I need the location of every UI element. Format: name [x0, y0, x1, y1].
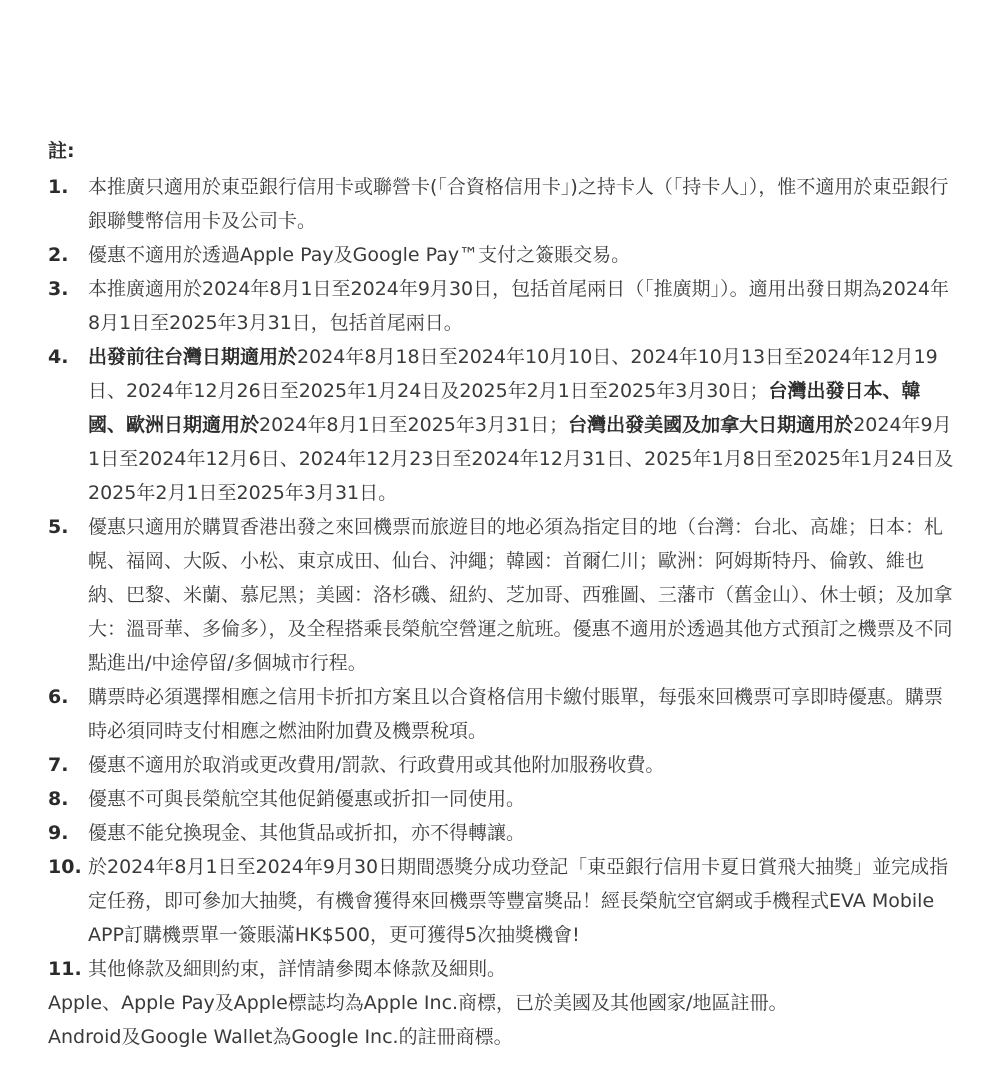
trademark-line: Apple、Apple Pay及Apple標誌均為Apple Inc.商標，已於美國及其他國家/地區註冊。 [48, 992, 788, 1014]
terms-notes [48, 136, 958, 1054]
note-item [48, 782, 958, 816]
note-text: 優惠不能兌換現金、其他貨品或折扣，亦不得轉讓。 [88, 822, 526, 844]
note-item [48, 510, 958, 680]
note-item [48, 952, 958, 986]
note-text: 本推廣適用於2024年8月1日至2024年9月30日，包括首尾兩日（「推廣期」）。適用出發日期為2024年8月1日至2025年3月31日，包括首尾兩日。 [88, 278, 950, 334]
note-item [48, 272, 958, 340]
trademark-notes [48, 986, 958, 1054]
note-text: 優惠不可與長榮航空其他促銷優惠或折扣一同使用。 [88, 788, 526, 810]
note-text: 其他條款及細則約束，詳情請參閱本條款及細則。 [88, 958, 507, 980]
note-item [48, 748, 958, 782]
note-item [48, 850, 958, 952]
trademark-line: Android及Google Wallet為Google Inc.的註冊商標。 [48, 1026, 513, 1048]
notes-heading: 註: [48, 140, 75, 162]
note-text: 購票時必須選擇相應之信用卡折扣方案且以合資格信用卡繳付賬單，每張來回機票可享即時優惠。購票時必須同時支付相應之燃油附加費及機票稅項。 [88, 686, 944, 742]
note-text: 優惠只適用於購買香港出發之來回機票而旅遊目的地必須為指定目的地（台灣：台北、高雄；日本：札幌、福岡、大阪、小松、東京成田、仙台、沖繩；韓國：首爾仁川；歐洲：阿姆斯特丹、倫敦、維也納、巴黎、米蘭、慕尼黑；美國：洛杉磯、紐約、芝加哥、西雅圖、三藩市（舊金山）、休士頓；及加拿大：溫哥華、多倫多），及全程搭乘長榮航空營運之航班。優惠不適用於透過其他方式預訂之機票及不同點進出/中途停留/多個城市行程。 [88, 516, 953, 674]
note-text: 本推廣只適用於東亞銀行信用卡或聯營卡(「合資格信用卡」)之持卡人（「持卡人」），惟不適用於東亞銀行銀聯雙幣信用卡及公司卡。 [88, 176, 949, 232]
note-number: 8. [48, 788, 69, 810]
note-text: 優惠不適用於透過Apple Pay及Google Pay™支付之簽賬交易。 [88, 244, 631, 266]
note-number: 7. [48, 754, 69, 776]
note-number: 2. [48, 244, 69, 266]
note-text: 2024年9月1日至2024年12月6日、2024年12月23日至2024年12月31日、2025年1月8日至2025年1月24日及2025年2月1日至2025年3月31日。 [88, 414, 954, 504]
note-number: 4. [48, 346, 69, 368]
note-number: 6. [48, 686, 69, 708]
note-number: 5. [48, 516, 69, 538]
note-number: 10. [48, 856, 82, 878]
note-item [48, 170, 958, 238]
note-text: 2024年8月18日至2024年10月10日、2024年10月13日至2024年12月19日、2024年12月26日至2025年1月24日及2025年2月1日至2025年3月30日； [88, 346, 938, 402]
note-text: 2024年8月1日至2025年3月31日； [259, 414, 569, 436]
note-number: 11. [48, 958, 82, 980]
note-item [48, 238, 958, 272]
note-number: 9. [48, 822, 69, 844]
note-text-bold: 出發前往台灣日期適用於 [88, 346, 298, 368]
note-number: 3. [48, 278, 69, 300]
note-text-bold: 台灣出發美國及加拿大日期適用於 [568, 414, 854, 436]
note-item [48, 680, 958, 748]
note-text: 於2024年8月1日至2024年9月30日期間憑獎分成功登記「東亞銀行信用卡夏日賞飛大抽獎」並完成指定任務，即可參加大抽獎，有機會獲得來回機票等豐富獎品！經長榮航空官網或手機程式EVA Mobile APP訂購機票單一簽賬滿HK$500，更可獲得5次抽獎機會! [88, 856, 949, 946]
note-text: 優惠不適用於取消或更改費用/罰款、行政費用或其他附加服務收費。 [88, 754, 665, 776]
note-text-bold: 台灣出發日本、韓國、歐洲日期適用於 [88, 380, 921, 436]
notes-list [48, 170, 958, 986]
note-item [48, 816, 958, 850]
note-number: 1. [48, 176, 69, 198]
note-item [48, 340, 958, 510]
